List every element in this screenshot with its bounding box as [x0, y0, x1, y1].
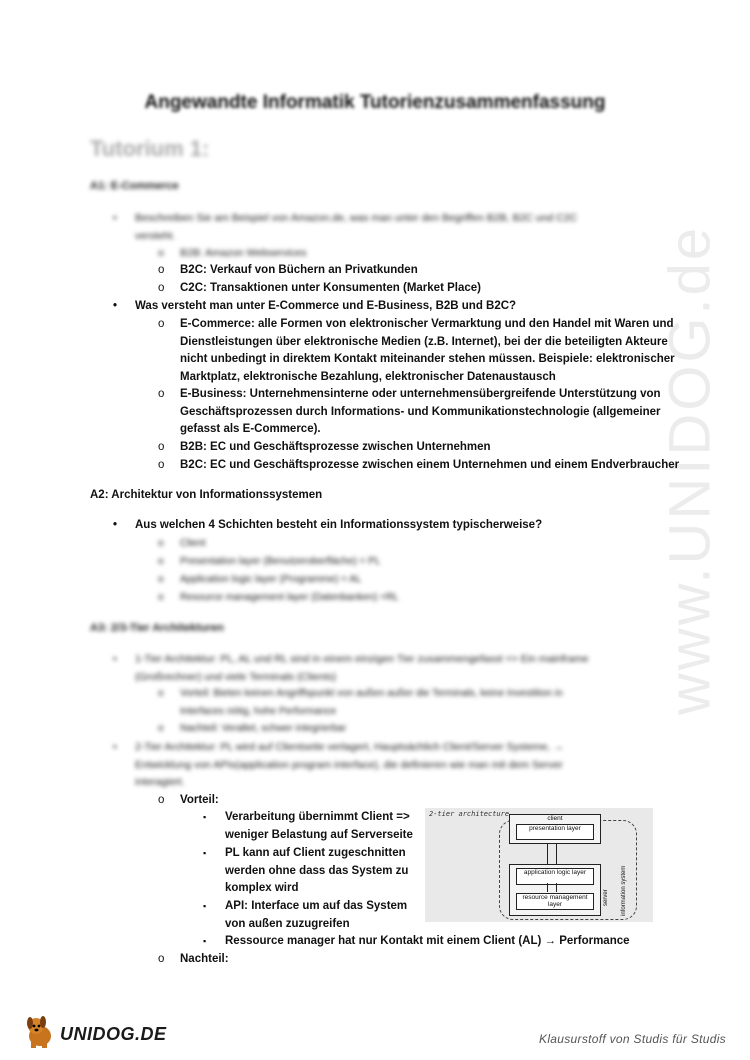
- a1-q2-item: o B2B: EC und Geschäftsprozesse zwischen Unternehmen: [158, 441, 491, 453]
- resource-management-layer-box: resource management layer: [516, 893, 594, 910]
- footer-tagline: Klausurstoff von Studis für Studis: [539, 1032, 726, 1046]
- a1-q2-item: o E-Commerce: alle Formen von elektronischer Vermarktung und den Handel mit Waren und Dienstleistungen über elektronische Medien (z.B. Internet), bei der die beteiligten Akteure nicht unbedingt in direktem Kontakt miteinander stehen müssen. Beispiele: elektronischer Marktplatz, elektronische Bezahlung, elektronischer Datenaustausch: [158, 318, 675, 383]
- a1-q1-item: o B2C: Verkauf von Büchern an Privatkunden: [158, 264, 418, 276]
- a2-item: o Presentation layer (Benutzeroberfläche) = PL: [158, 556, 381, 567]
- a3-tier1-sub: o Nachteil: Veraltet, schwer integrierbar: [158, 723, 347, 734]
- arrow-icon: [547, 844, 557, 864]
- a3-tier1: • 1-Tier Architektur: PL, AL und RL sind in einem einzigen Tier zusammengefasst => Ein mainframe (Großrechner) und viele Terminals (Clients): [113, 653, 589, 683]
- application-logic-layer-box: application logic layer: [516, 868, 594, 885]
- section-a2-heading: A2: Architektur von Informationssystemen: [90, 489, 323, 501]
- client-box: client presentation layer: [509, 814, 601, 844]
- watermark: www.UNIDOG.de: [657, 224, 723, 716]
- a3-vorteil-label: o Vorteil:: [158, 794, 219, 806]
- two-tier-architecture-diagram: [425, 808, 653, 922]
- a3-nachteil-label: o Nachteil:: [158, 953, 229, 965]
- server-label: server: [603, 889, 609, 906]
- a2-question: • Aus welchen 4 Schichten besteht ein Informationssystem typischerweise?: [113, 519, 543, 531]
- unidog-logo[interactable]: [22, 1014, 167, 1050]
- a1-q2-item: o B2C: EC und Geschäftsprozesse zwischen einem Unternehmen und einem Endverbraucher: [158, 459, 680, 471]
- arrow-icon: [547, 883, 557, 892]
- section-a1-heading: A1: E-Commerce: [90, 180, 179, 192]
- a1-q2-item: o E-Business: Unternehmensinterne oder unternehmensübergreifende Unterstützung von Geschäftsprozessen durch Informations- und Kommunikationstechnologie (allgemeiner gefasst als E-Commerce).: [158, 388, 661, 435]
- a3-vorteil-item: ▪ Verarbeitung übernimmt Client => weniger Belastung auf Serverseite: [203, 811, 413, 841]
- section-a3-heading: A3: 2/3-Tier Architekturen: [90, 622, 224, 634]
- dog-icon: [22, 1014, 62, 1050]
- a2-item: o Client: [158, 538, 206, 549]
- a3-vorteil-item: ▪ Ressource manager hat nur Kontakt mit einem Client (AL) → Performance: [203, 935, 630, 947]
- a3-tier2: • 2-Tier Architektur: PL wird auf Clientseite verlagert, Hauptsächlich Client/Server Systeme, → Entwicklung von APIs(application program interface), die definieren wie man mit dem Server interagiert.: [113, 741, 564, 788]
- a3-vorteil-item: ▪ API: Interface um auf das System von außen zuzugreifen: [203, 900, 408, 930]
- presentation-layer-box: presentation layer: [516, 824, 594, 840]
- tutorial-heading: Tutorium 1:: [90, 136, 210, 161]
- a3-vorteil-item: ▪ PL kann auf Client zugeschnitten werden ohne dass das System zu komplex wird: [203, 847, 409, 894]
- a1-q1-item: o C2C: Transaktionen unter Konsumenten (Market Place): [158, 282, 481, 294]
- document-title: Angewandte Informatik Tutorienzusammenfassung: [144, 92, 606, 113]
- a1-question-2: • Was versteht man unter E-Commerce und E-Business, B2B und B2C?: [113, 300, 517, 312]
- a1-q1-item: o B2B: Amazon Webservices: [158, 247, 307, 259]
- information-system-label: information system: [621, 865, 627, 916]
- logo-text: UNIDOG.DE: [60, 1024, 167, 1044]
- diagram-caption: 2-tier architecture: [429, 810, 510, 818]
- a2-item: o Resource management layer (Datenbanken) =RL: [158, 592, 399, 603]
- a3-tier1-sub: o Vorteil: Bieten keinen Angriffspunkt von außen außer die Terminals, keine Investition in Interfaces nötig, hohe Performance: [158, 688, 563, 717]
- a1-question-1: • Beschreiben Sie am Beispiel von Amazon.de, was man unter den Begriffen B2B, B2C und C2C versteht.: [113, 212, 578, 242]
- a2-item: o Application logic layer (Programme) = AL: [158, 574, 362, 585]
